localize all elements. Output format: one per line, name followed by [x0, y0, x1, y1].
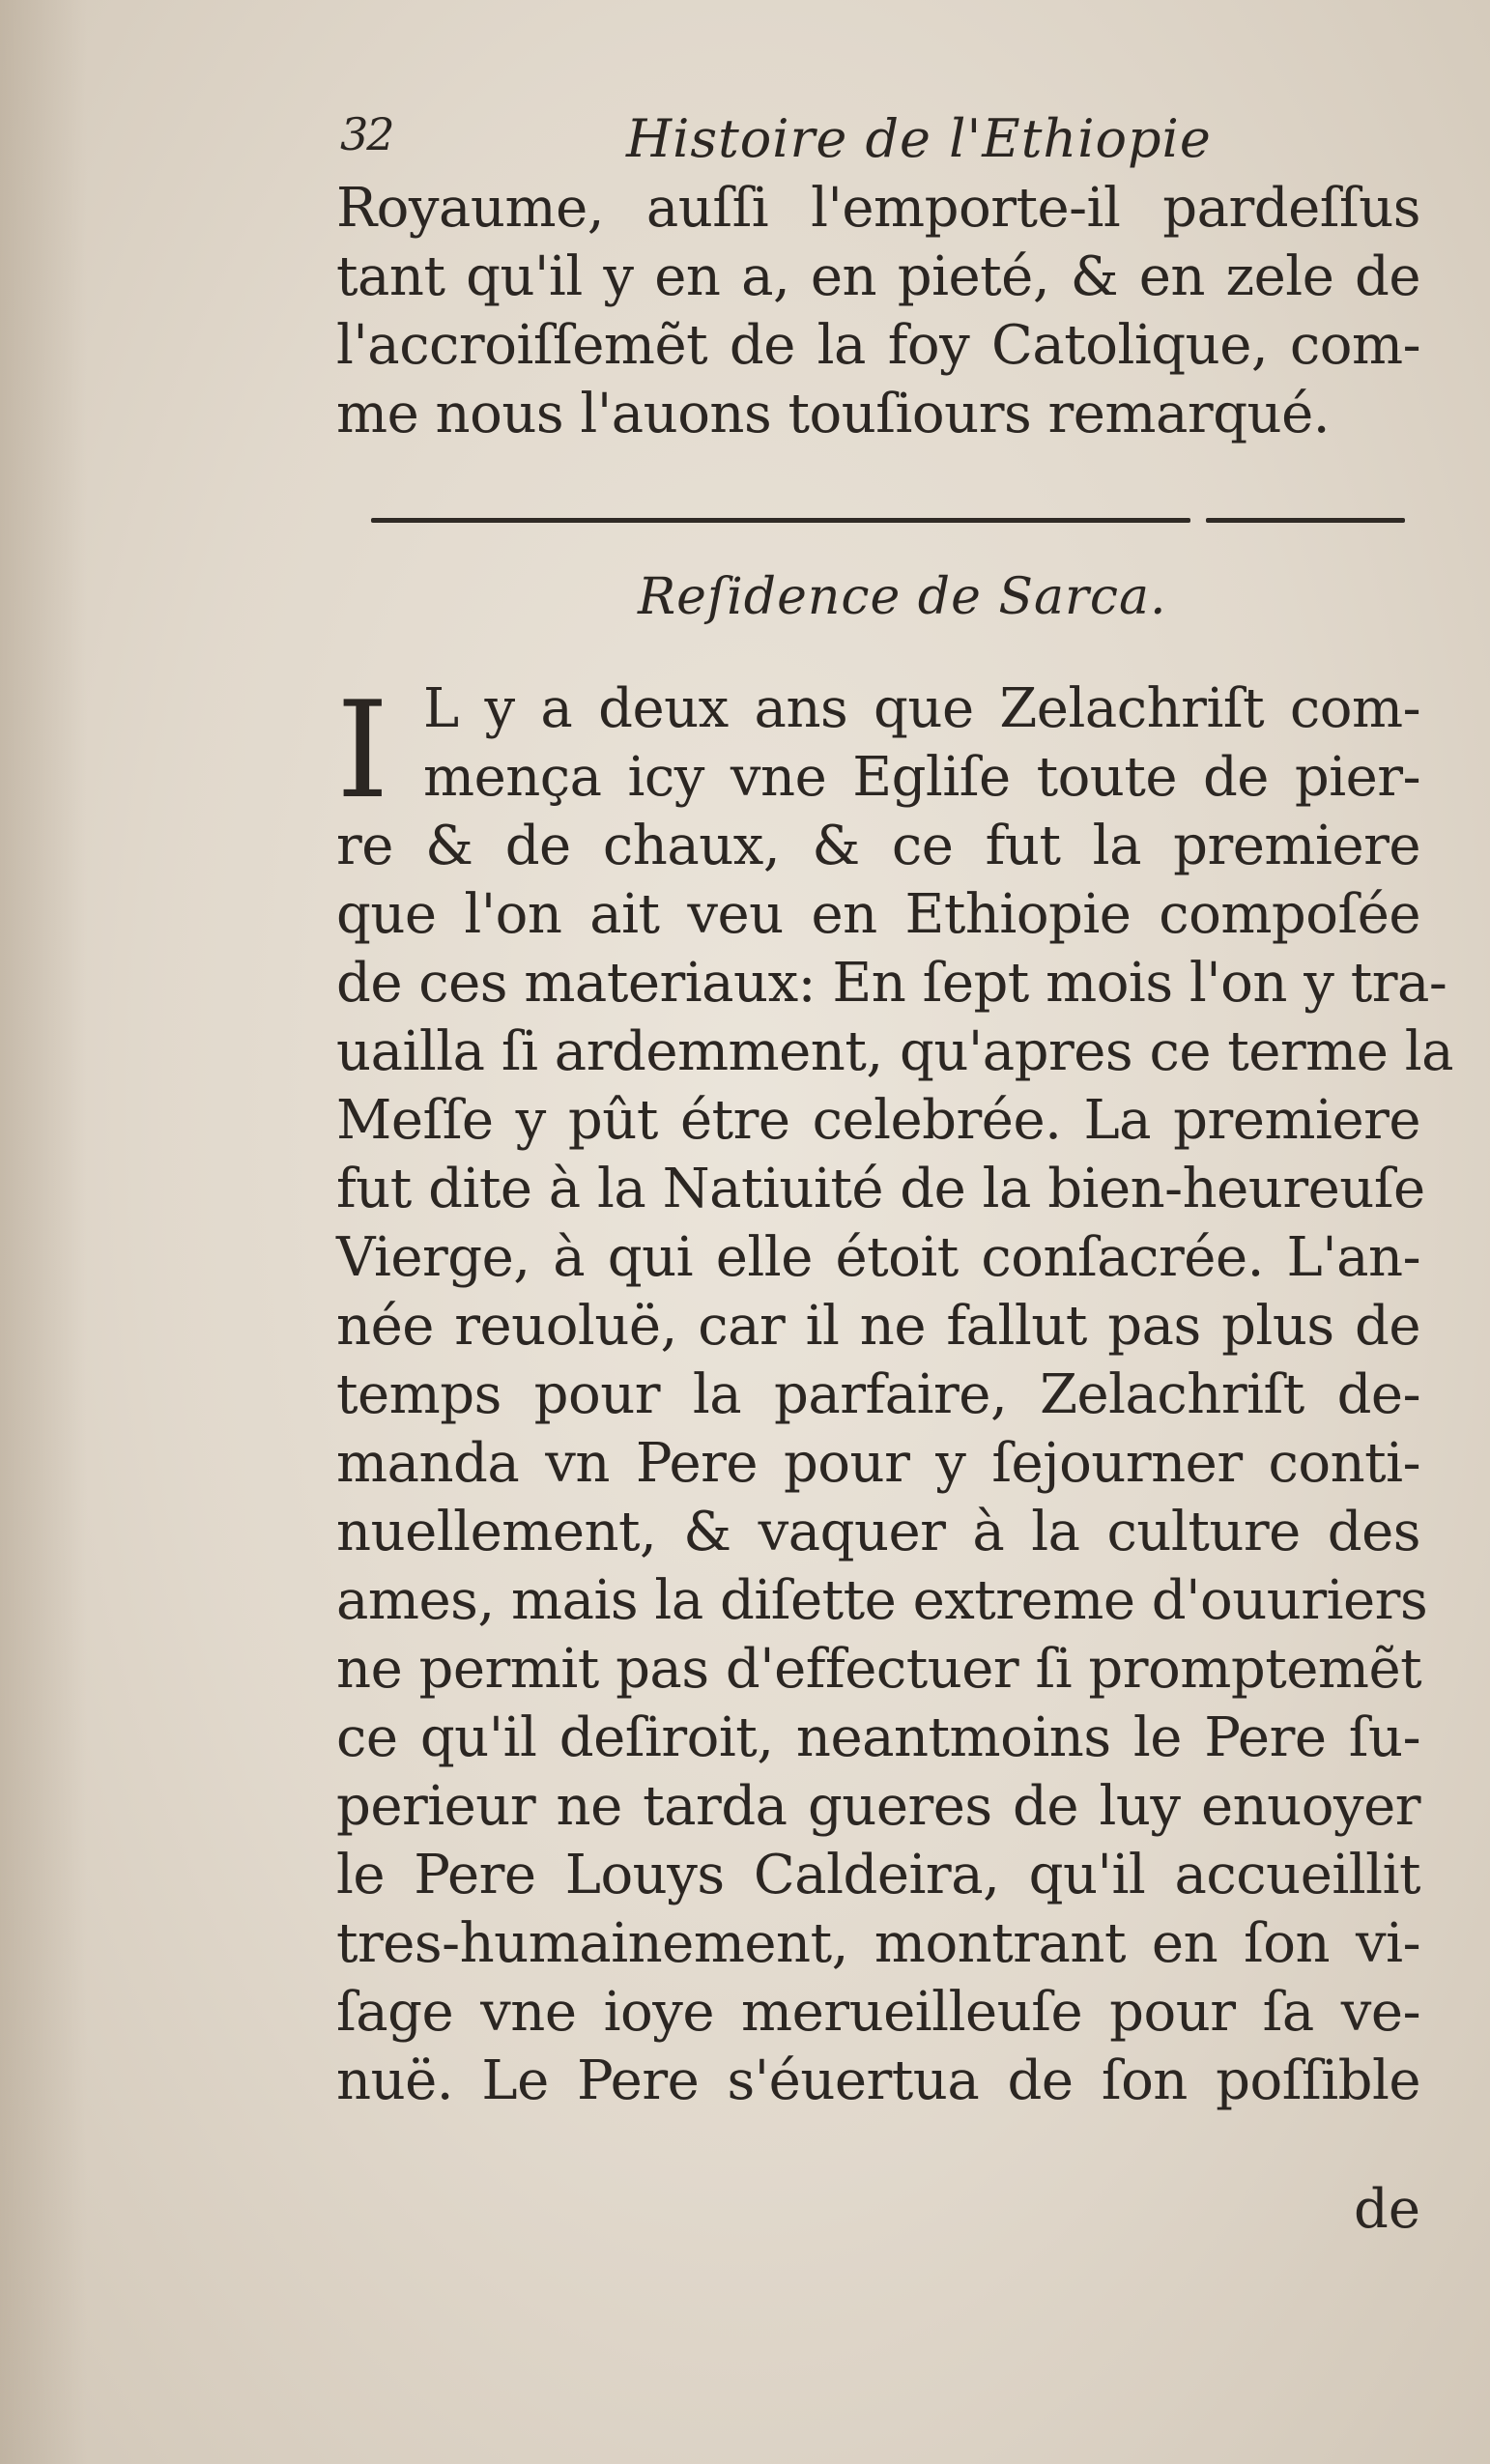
catchword: de: [1354, 2178, 1420, 2241]
text-line: tant qu'il y en a, en pieté, & en zele de: [336, 245, 1420, 308]
text-line: nuë. Le Pere s'éuertua de ſon poſſible: [336, 2049, 1420, 2112]
text-line: le Pere Louys Caldeira, qu'il accueillit: [336, 1844, 1420, 1906]
text-line: Vierge, à qui elle étoit conſacrée. L'an-: [336, 1226, 1420, 1289]
text-line: de ces materiaux: En ſept mois l'on y tra-: [336, 952, 1447, 1015]
text-line: ames, mais la diſette extreme d'ouuriers: [336, 1569, 1428, 1632]
text-line: me nous l'auons touſiours remarqué.: [336, 383, 1331, 445]
text-line: tres-humainement, montrant en ſon vi-: [336, 1912, 1420, 1975]
text-line: nuellement, & vaquer à la culture des: [336, 1501, 1420, 1563]
page-header: [340, 108, 1306, 176]
text-line: Meſſe y pût étre celebrée. La premiere: [336, 1089, 1420, 1152]
section-rule-right: [1206, 518, 1405, 523]
page-number: 32: [340, 108, 393, 160]
text-line: ce qu'il deſiroit, neantmoins le Pere ſu-: [336, 1706, 1420, 1769]
text-line: temps pour la parfaire, Zelachriſt de-: [336, 1363, 1420, 1426]
running-title: Histoire de l'Ethiopie: [626, 108, 1212, 169]
text-line: ne permit pas d'effectuer ſi promptemẽt: [336, 1638, 1422, 1701]
text-line: L y a deux ans que Zelachriſt com-: [423, 677, 1420, 740]
text-line: née reuoluë, car il ne fallut pas plus de: [336, 1295, 1420, 1358]
text-line: uailla ſi ardemment, qu'apres ce terme la: [336, 1020, 1454, 1083]
body-paragraph: [336, 673, 1454, 2115]
section-title: Reſidence de Sarca.: [638, 568, 1167, 626]
text-line: ſage vne ioye merueilleuſe pour ſa ve-: [336, 1981, 1420, 2044]
text-line: fut dite à la Natiuité de la bien-heureuſe: [336, 1158, 1425, 1220]
drop-cap: I: [336, 673, 389, 828]
text-line: l'accroiſſemẽt de la foy Catolique, com-: [336, 314, 1420, 377]
section-rule-left: [371, 518, 1190, 523]
text-line: perieur ne tarda gueres de luy enuoyer: [336, 1775, 1420, 1838]
drop-cap-lines: [336, 673, 1420, 828]
text-line: manda vn Pere pour y ſejourner conti-: [336, 1432, 1420, 1495]
text-line: que l'on ait veu en Ethiopie compoſée: [336, 883, 1420, 946]
text-line: Royaume, auſſi l'emporte-il pardeſſus: [336, 177, 1420, 240]
text-line: re & de chaux, & ce fut la premiere: [336, 815, 1420, 877]
text-line: mença icy vne Egliſe toute de pier-: [423, 746, 1420, 809]
top-paragraph: [336, 174, 1420, 448]
